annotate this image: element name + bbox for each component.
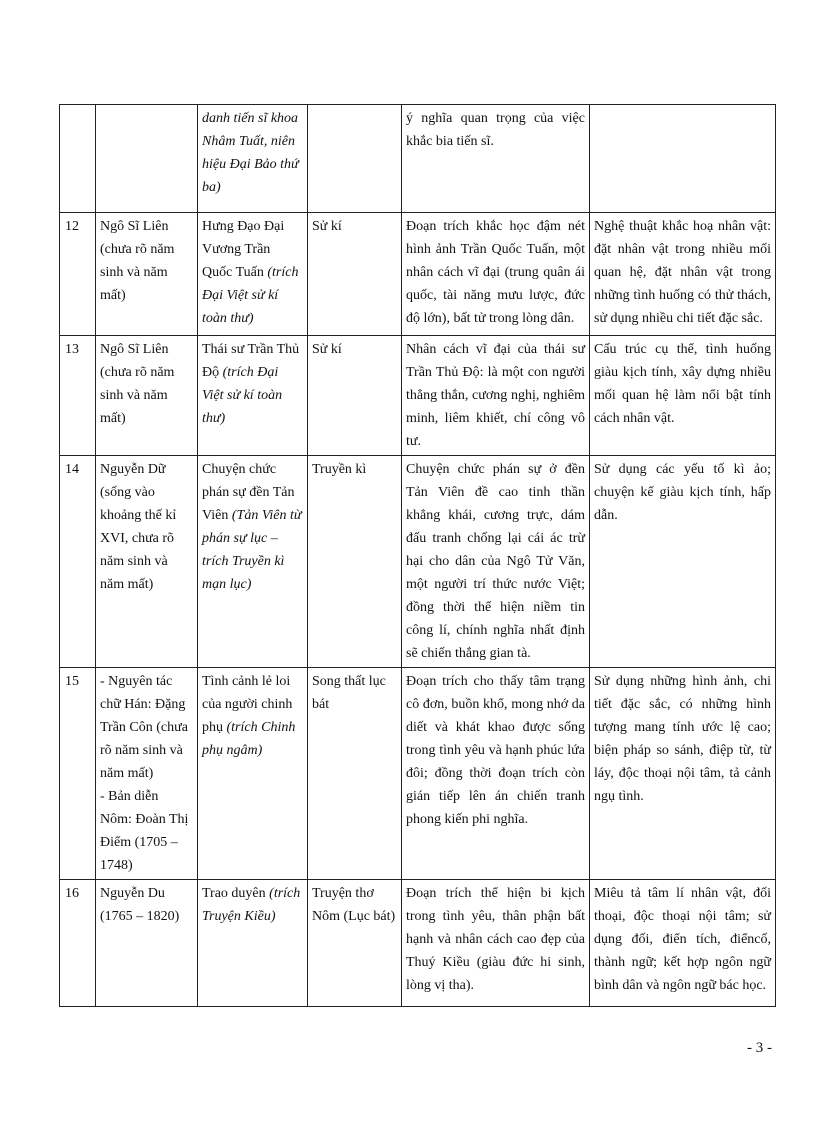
title-text: Tình cảnh lẻ loi của người chinh phụ — [202, 674, 293, 735]
genre-cell: Truyện thơ Nôm (Lục bát) — [308, 880, 402, 1007]
art-cell: Miêu tả tâm lí nhân vật, đối thoại, độc thoại nội tâm; sử dụng đối, điển tích, điểncố, thành ngữ; kết hợp ngôn ngữ bình dân và ngôn ngữ bác học. — [590, 880, 776, 1007]
art-cell: Nghệ thuật khắc hoạ nhân vật: đặt nhân vật trong nhiều mối quan hệ, đặt nhân vật trong những tình huống có thử thách, sử dụng nhiều chi tiết đặc sắc. — [590, 213, 776, 336]
genre-cell — [308, 105, 402, 213]
row-number: 15 — [60, 668, 96, 880]
art-cell: Cấu trúc cụ thể, tình huống giàu kịch tính, xây dựng nhiều mối quan hệ làm nổi bật tính cách nhân vật. — [590, 336, 776, 456]
author-cell — [96, 336, 198, 456]
table-row — [60, 668, 776, 880]
author-cell — [96, 880, 198, 1007]
row-number: 13 — [60, 336, 96, 456]
title-text: Thái sư Trần Thủ Độ — [202, 342, 300, 380]
genre-cell: Truyền kì — [308, 456, 402, 668]
art-cell: Sử dụng các yếu tố kì ảo; chuyện kể giàu kịch tính, hấp dẫn. — [590, 456, 776, 668]
art-cell — [590, 105, 776, 213]
genre-cell: Song thất lục bát — [308, 668, 402, 880]
title-cell — [198, 880, 308, 1007]
title-cell — [198, 456, 308, 668]
title-text: Chuyện chức phán sự đền Tản Viên — [202, 462, 295, 523]
table-body — [60, 105, 776, 1007]
author-text: Nguyễn Dữ (sống vào khoảng thế kỉ XVI, chưa rõ năm sinh và năm mất) — [100, 462, 177, 592]
title-cell — [198, 668, 308, 880]
table-row — [60, 336, 776, 456]
author-cell — [96, 456, 198, 668]
row-number: 16 — [60, 880, 96, 1007]
author-cell — [96, 105, 198, 213]
summary-cell: ý nghĩa quan trọng của việc khắc bia tiến sĩ. — [402, 105, 590, 213]
row-number: 14 — [60, 456, 96, 668]
genre-cell: Sử kí — [308, 336, 402, 456]
row-number: 12 — [60, 213, 96, 336]
title-text: Hưng Đạo Đại Vương Trần Quốc Tuấn — [202, 219, 285, 280]
summary-cell: Nhân cách vĩ đại của thái sư Trần Thủ Độ: là một con người thẳng thắn, cương nghị, nghiêm minh, liêm khiết, chí công vô tư. — [402, 336, 590, 456]
title-source-text: danh tiến sĩ khoa Nhâm Tuất, niên hiệu Đại Bảo thứ ba) — [202, 111, 299, 195]
art-cell: Sử dụng những hình ảnh, chi tiết đặc sắc, có những hình tượng mang tính ước lệ cao; biện pháp so sánh, điệp từ, từ láy, độc thoại nội tâm, tả cảnh ngụ tình. — [590, 668, 776, 880]
author-text: - Nguyên tác chữ Hán: Đặng Trần Côn (chưa rõ năm sinh và năm mất) — [100, 674, 188, 781]
literature-table — [59, 104, 776, 1007]
author-text: Ngô Sĩ Liên (chưa rõ năm sinh và năm mất) — [100, 342, 175, 426]
genre-cell: Sử kí — [308, 213, 402, 336]
author-text: - Bản diễn Nôm: Đoàn Thị Điểm (1705 – 1748) — [100, 789, 189, 873]
title-cell — [198, 105, 308, 213]
author-text: Ngô Sĩ Liên (chưa rõ năm sinh và năm mất) — [100, 219, 175, 303]
table-row — [60, 105, 776, 213]
title-source-text: (Tản Viên từ phán sự lục – trích Truyền kì mạn lục) — [202, 508, 302, 592]
title-cell — [198, 336, 308, 456]
summary-cell: Chuyện chức phán sự ở đền Tản Viên đề cao tinh thần khẳng khái, cương trực, dám đấu tranh chống lại cái ác trừ hại cho dân của Ngô Tử Văn, một người trí thức nước Việt; đồng thời thể hiện niềm tin công lí, chính nghĩa nhất định sẽ chiến thắng gian tà. — [402, 456, 590, 668]
summary-cell: Đoạn trích cho thấy tâm trạng cô đơn, buồn khổ, mong nhớ da diết và khát khao được sống trong tình yêu và hạnh phúc lứa đôi; đồng thời đoạn trích còn gián tiếp lên án chiến tranh phong kiến phi nghĩa. — [402, 668, 590, 880]
title-source-text: (trích Đại Việt sử kí toàn thư) — [202, 365, 283, 426]
author-text: Nguyễn Du (1765 – 1820) — [100, 886, 180, 924]
title-source-text: (trích Truyện Kiều) — [202, 886, 301, 924]
title-cell — [198, 213, 308, 336]
table-row — [60, 880, 776, 1007]
summary-cell: Đoạn trích thể hiện bi kịch trong tình yêu, thân phận bất hạnh và nhân cách cao đẹp của Thuý Kiều (giàu đức hi sinh, lòng vị tha). — [402, 880, 590, 1007]
author-cell — [96, 213, 198, 336]
row-number — [60, 105, 96, 213]
title-source-text: (trích Đại Việt sử kí toàn thư) — [202, 265, 299, 326]
author-cell — [96, 668, 198, 880]
title-source-text: (trích Chinh phụ ngâm) — [202, 720, 296, 758]
table-row — [60, 456, 776, 668]
summary-cell: Đoạn trích khắc học đậm nét hình ảnh Trần Quốc Tuấn, một nhân cách vĩ đại (trung quân ái quốc, tài năng mưu lược, đức độ lớn), bất tử trong lòng dân. — [402, 213, 590, 336]
title-text: Trao duyên — [202, 886, 270, 901]
page-number: - 3 - — [747, 1040, 772, 1056]
table-row — [60, 213, 776, 336]
